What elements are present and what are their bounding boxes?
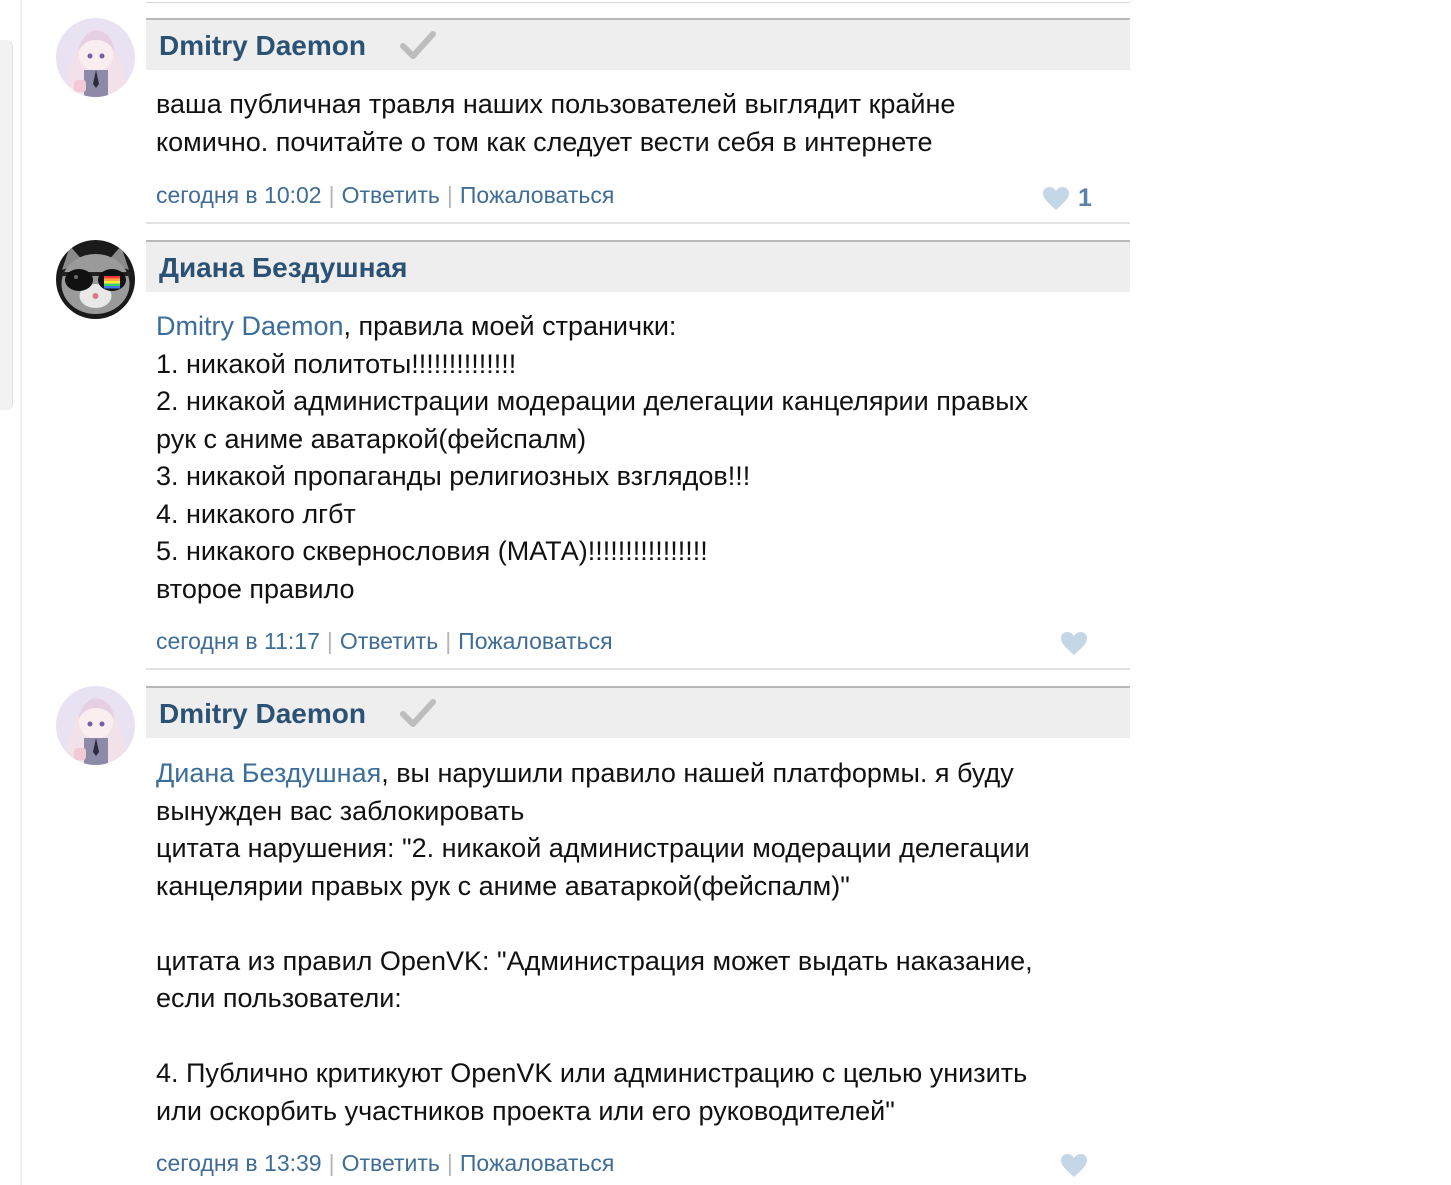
- verified-check-icon: [400, 30, 436, 65]
- mention-link[interactable]: Dmitry Daemon: [156, 311, 344, 341]
- heart-icon: [1042, 186, 1070, 211]
- text-line-content: , правила моей странички:: [343, 311, 677, 341]
- text-line: [156, 980, 1116, 1018]
- text-line: [156, 346, 1116, 384]
- cat-with-sunglasses-avatar-icon: [56, 240, 135, 319]
- author-name[interactable]: Диана Бездушная: [159, 252, 408, 283]
- comment-footer: [156, 628, 613, 655]
- anime-girl-avatar-icon: [56, 18, 135, 97]
- separator: |: [328, 182, 335, 208]
- timestamp-link[interactable]: сегодня в 13:39: [156, 1150, 322, 1176]
- text-line-content: 4. Публично критикуют OpenVK или администрацию с целью унизить: [156, 1058, 1028, 1088]
- report-link[interactable]: Пожаловаться: [458, 628, 613, 654]
- text-line: [156, 1018, 1116, 1056]
- timestamp-link[interactable]: сегодня в 10:02: [156, 182, 322, 208]
- text-line: [156, 868, 1116, 906]
- text-line-content: 2. никакой администрации модерации делегации канцелярии правых: [156, 386, 1029, 416]
- report-link[interactable]: Пожаловаться: [459, 1150, 615, 1176]
- text-line-content: 4. никакого лгбт: [156, 498, 356, 529]
- heart-icon: [1060, 1153, 1088, 1178]
- author-name[interactable]: Dmitry Daemon: [159, 698, 366, 729]
- separator: |: [445, 628, 452, 654]
- like-button[interactable]: [1060, 1153, 1088, 1178]
- comment-header: [146, 18, 1130, 70]
- comment-text: [156, 86, 1116, 161]
- text-line-content: канцелярии правых рук с аниме аватаркой(фейспалм)": [156, 870, 850, 901]
- author-name[interactable]: Dmitry Daemon: [159, 30, 366, 61]
- verified-check-icon: [400, 698, 436, 733]
- comment-header: [146, 240, 1130, 292]
- separator: |: [446, 1150, 453, 1176]
- text-line: [156, 533, 1116, 571]
- text-line: [156, 905, 1116, 943]
- avatar[interactable]: [56, 240, 135, 319]
- text-line-content: или оскорбить участников проекта или его руководителей": [156, 1095, 895, 1126]
- text-line: [156, 308, 1116, 346]
- like-button[interactable]: [1042, 184, 1092, 213]
- comment-text: [156, 308, 1116, 608]
- text-line: [156, 1055, 1116, 1093]
- text-line: [156, 830, 1116, 868]
- text-line-content: ваша публичная травля наших пользователей выглядит крайне: [156, 89, 956, 119]
- text-line-content: , вы нарушили правило нашей платформы. я буду: [381, 758, 1014, 788]
- text-line-content: 3. никакой пропаганды религиозных взглядов!!!: [156, 461, 751, 491]
- comment-header: [146, 686, 1130, 738]
- top-divider: [146, 2, 1130, 3]
- text-line: [156, 943, 1116, 981]
- text-line-content: если пользователи:: [156, 983, 402, 1013]
- text-line-content: цитата нарушения: "2. никакой администрации модерации делегации: [156, 833, 1030, 863]
- heart-icon: [1060, 631, 1088, 656]
- mention-link[interactable]: Диана Бездушная: [156, 758, 382, 788]
- left-scroll-rail: [0, 40, 13, 410]
- left-divider: [20, 0, 22, 1185]
- text-line-content: цитата из правил OpenVK: "Администрация может выдать наказание,: [156, 945, 1033, 976]
- text-line: [156, 383, 1116, 421]
- report-link[interactable]: Пожаловаться: [459, 182, 615, 208]
- avatar[interactable]: [56, 18, 135, 97]
- text-line: [156, 1093, 1116, 1131]
- text-line-content: 1. никакой политоты!!!!!!!!!!!!!!: [156, 348, 517, 379]
- like-button[interactable]: [1060, 631, 1088, 656]
- text-line-content: рук с аниме аватаркой(фейспалм): [156, 423, 587, 454]
- separator: |: [328, 1150, 335, 1176]
- text-line-content: 5. никакого сквернословия (МАТА)!!!!!!!!!!!!!!!!: [156, 536, 708, 566]
- text-line-content: комично. почитайте о том как следует вести себя в интернете: [156, 126, 933, 157]
- like-count: 1: [1078, 184, 1092, 212]
- avatar[interactable]: [56, 686, 135, 765]
- comment-divider: [146, 668, 1130, 670]
- text-line: [156, 571, 1116, 609]
- reply-link[interactable]: Ответить: [339, 628, 439, 654]
- reply-link[interactable]: Ответить: [341, 1150, 440, 1176]
- comment-footer: [156, 1150, 614, 1177]
- anime-girl-avatar-icon: [56, 686, 135, 765]
- separator: |: [446, 182, 453, 208]
- text-line: [156, 755, 1116, 793]
- text-line: [156, 793, 1116, 831]
- text-line: [156, 496, 1116, 534]
- comment-divider: [146, 222, 1130, 224]
- reply-link[interactable]: Ответить: [341, 182, 440, 208]
- comment-footer: [156, 182, 614, 209]
- text-line: [156, 86, 1116, 124]
- text-line: [156, 421, 1116, 459]
- separator: |: [326, 628, 333, 654]
- text-line: [156, 124, 1116, 162]
- text-line-content: вынужден вас заблокировать: [156, 795, 525, 826]
- text-line-content: второе правило: [156, 573, 355, 604]
- comment-text: [156, 755, 1116, 1130]
- timestamp-link[interactable]: сегодня в 11:17: [156, 628, 320, 654]
- text-line: [156, 458, 1116, 496]
